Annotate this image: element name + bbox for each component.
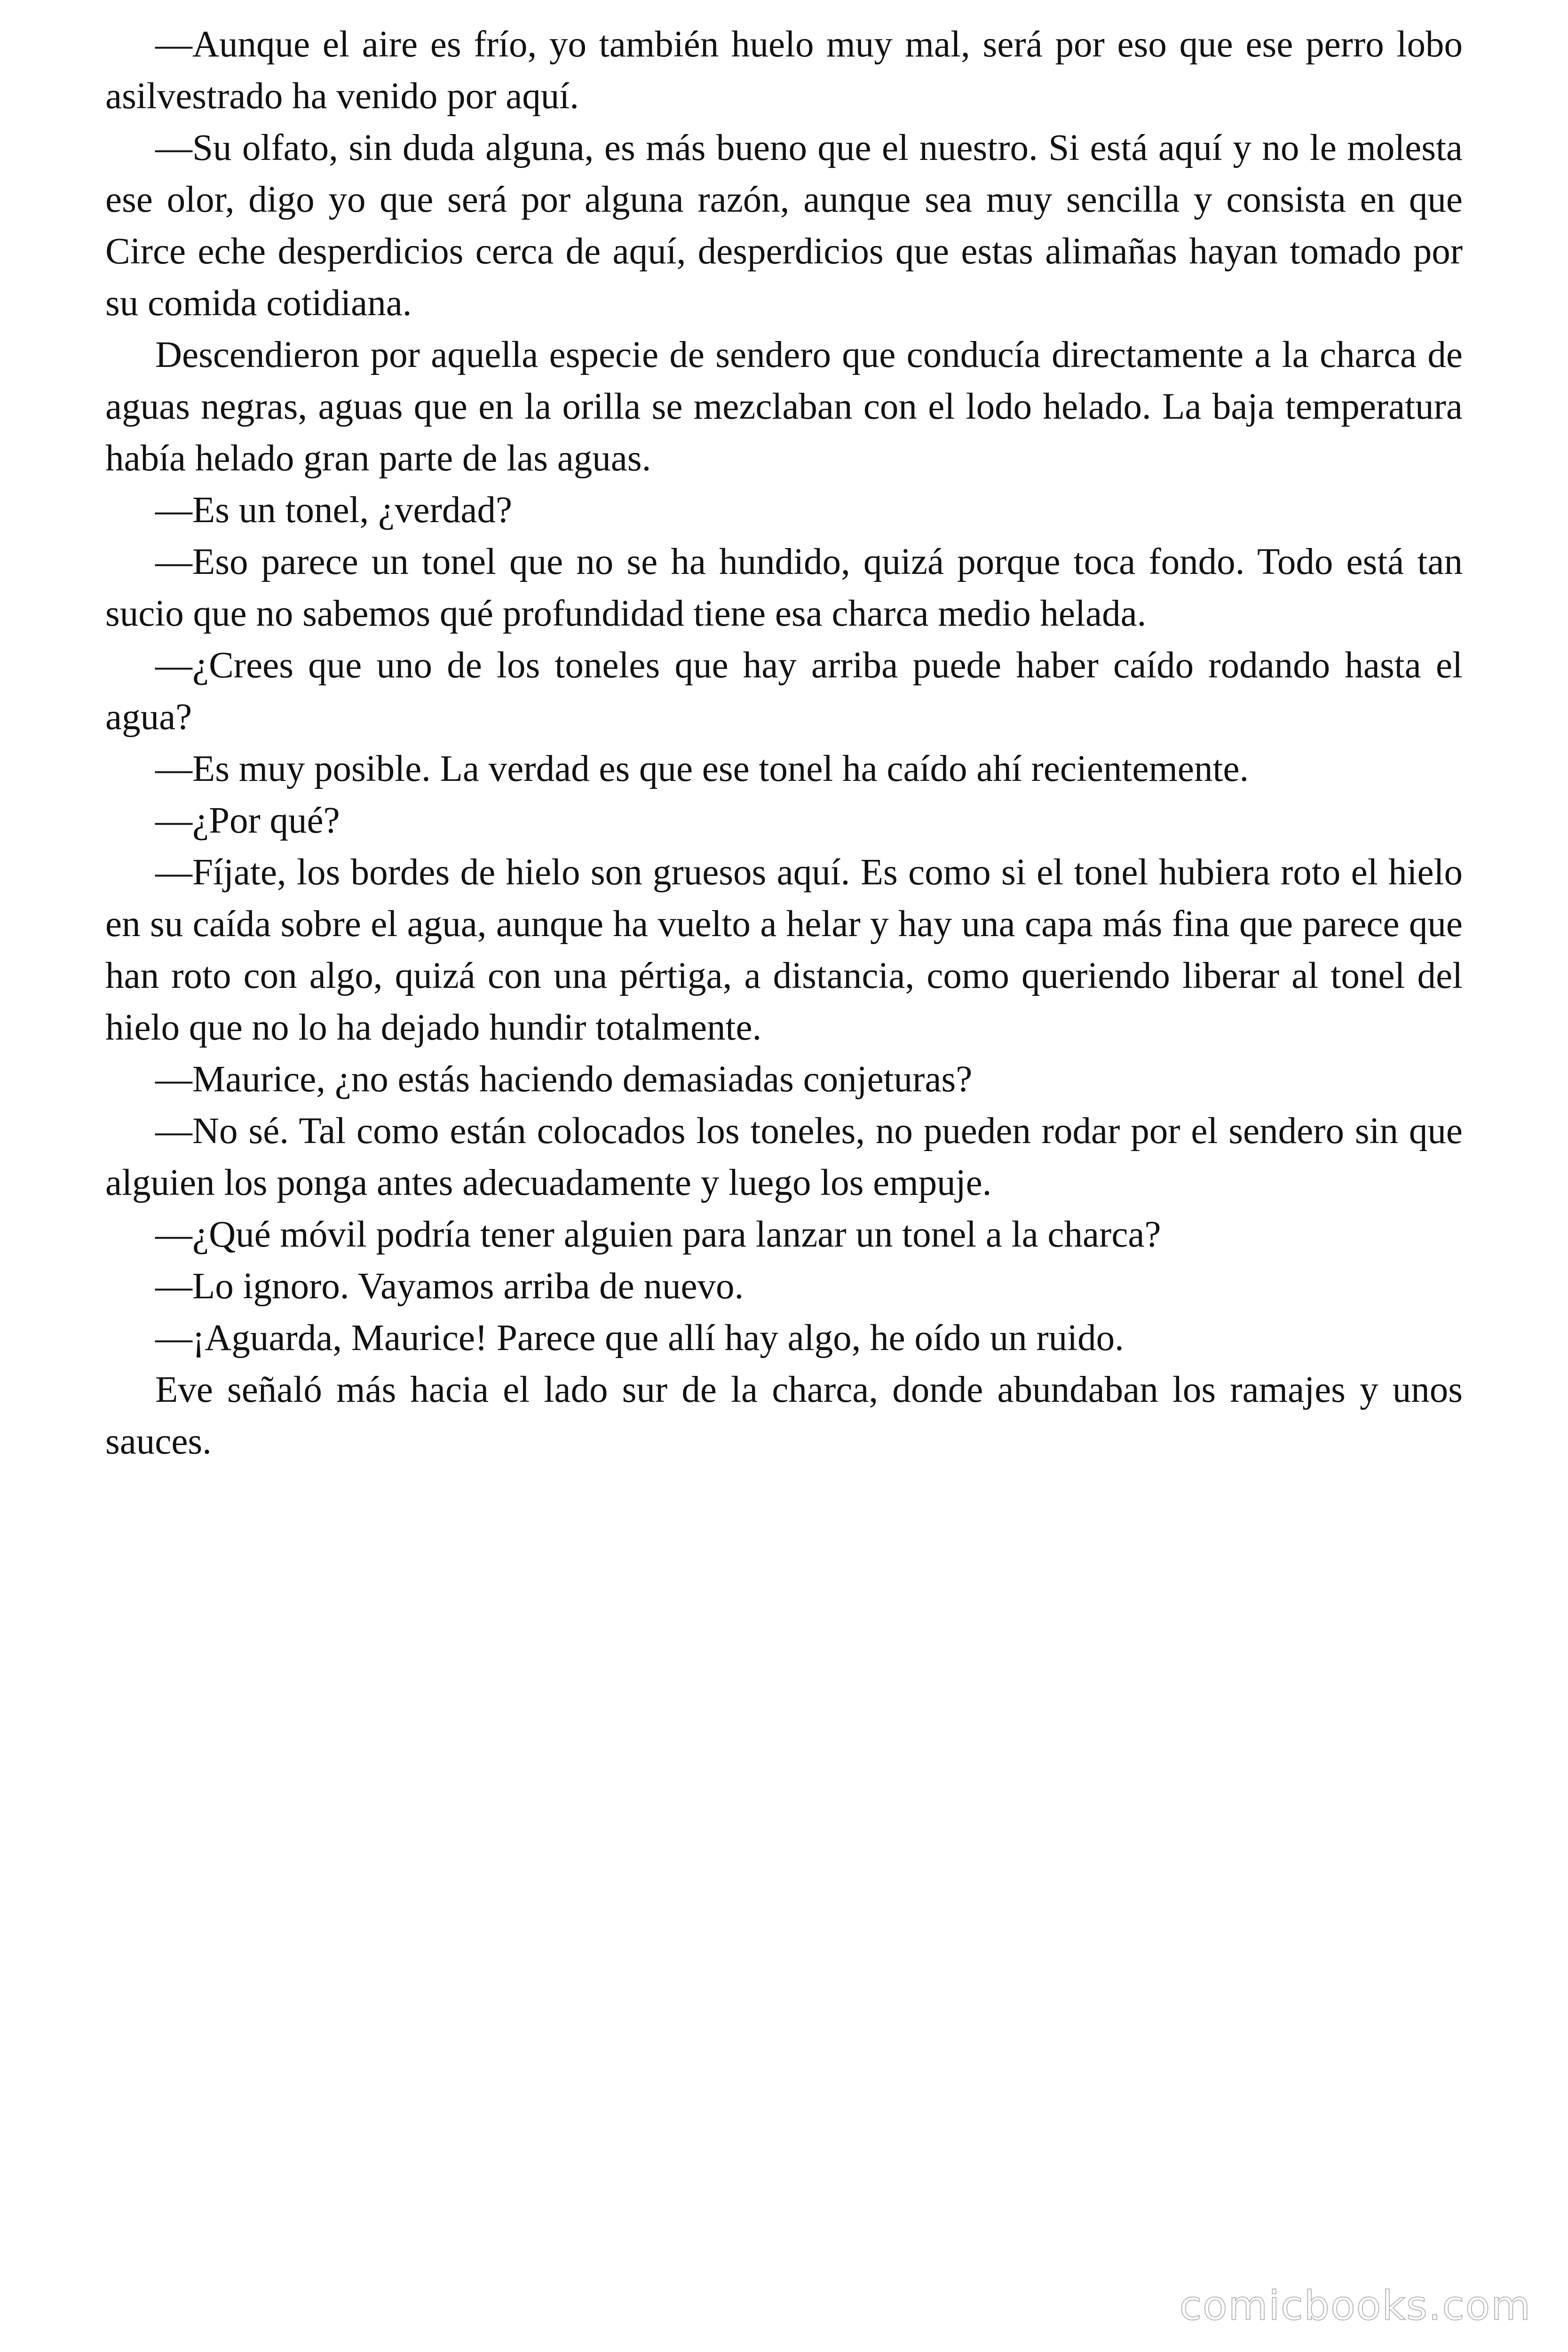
paragraph-11: —No sé. Tal como están colocados los toneles, no pueden rodar por el sendero sin que alguien los ponga antes adecuadamente y luego los empuje. <box>105 1111 1463 1203</box>
page-text-body <box>105 19 1463 1468</box>
paragraph-8: —¿Por qué? <box>155 800 340 841</box>
paragraph-2: —Su olfato, sin duda alguna, es más bueno que el nuestro. Si está aquí y no le molesta ese olor, digo yo que será por alguna razón, aunque sea muy sencilla y consista en que Circe eche desperdicios cerca de aquí, desperdicios que estas alimañas hayan tomado por su comida cotidiana. <box>105 127 1463 324</box>
paragraph-4: —Es un tonel, ¿verdad? <box>155 490 513 531</box>
paragraph-12: —¿Qué móvil podría tener alguien para lanzar un tonel a la charca? <box>155 1214 1161 1255</box>
paragraph-7: —Es muy posible. La verdad es que ese tonel ha caído ahí recientemente. <box>155 748 1249 789</box>
paragraph-3: Descendieron por aquella especie de sendero que conducía directamente a la charca de aguas negras, aguas que en la orilla se mezclaban con el lodo helado. La baja temperatura había helado gran parte de las aguas. <box>105 334 1463 479</box>
paragraph-13: —Lo ignoro. Vayamos arriba de nuevo. <box>155 1266 744 1307</box>
paragraph-10: —Maurice, ¿no estás haciendo demasiadas conjeturas? <box>155 1059 973 1100</box>
paragraph-9: —Fíjate, los bordes de hielo son gruesos aquí. Es como si el tonel hubiera roto el hielo en su caída sobre el agua, aunque ha vuelto a helar y hay una capa más fina que parece que han roto con algo, quizá con una pértiga, a distancia, como queriendo liberar al tonel del hielo que no lo ha dejado hundir totalmente. <box>105 852 1463 1048</box>
paragraph-6: —¿Crees que uno de los toneles que hay arriba puede haber caído rodando hasta el agua? <box>105 645 1463 738</box>
paragraph-1: —Aunque el aire es frío, yo también huelo muy mal, será por eso que ese perro lobo asilvestrado ha venido por aquí. <box>105 24 1463 117</box>
watermark-text: comicbooks.com <box>1179 2282 1531 2329</box>
paragraph-5: —Eso parece un tonel que no se ha hundido, quizá porque toca fondo. Todo está tan sucio que no sabemos qué profundidad tiene esa charca medio helada. <box>105 541 1463 634</box>
paragraph-14: —¡Aguarda, Maurice! Parece que allí hay algo, he oído un ruido. <box>155 1318 1124 1359</box>
paragraph-15: Eve señaló más hacia el lado sur de la charca, donde abundaban los ramajes y unos sauces. <box>105 1369 1463 1462</box>
